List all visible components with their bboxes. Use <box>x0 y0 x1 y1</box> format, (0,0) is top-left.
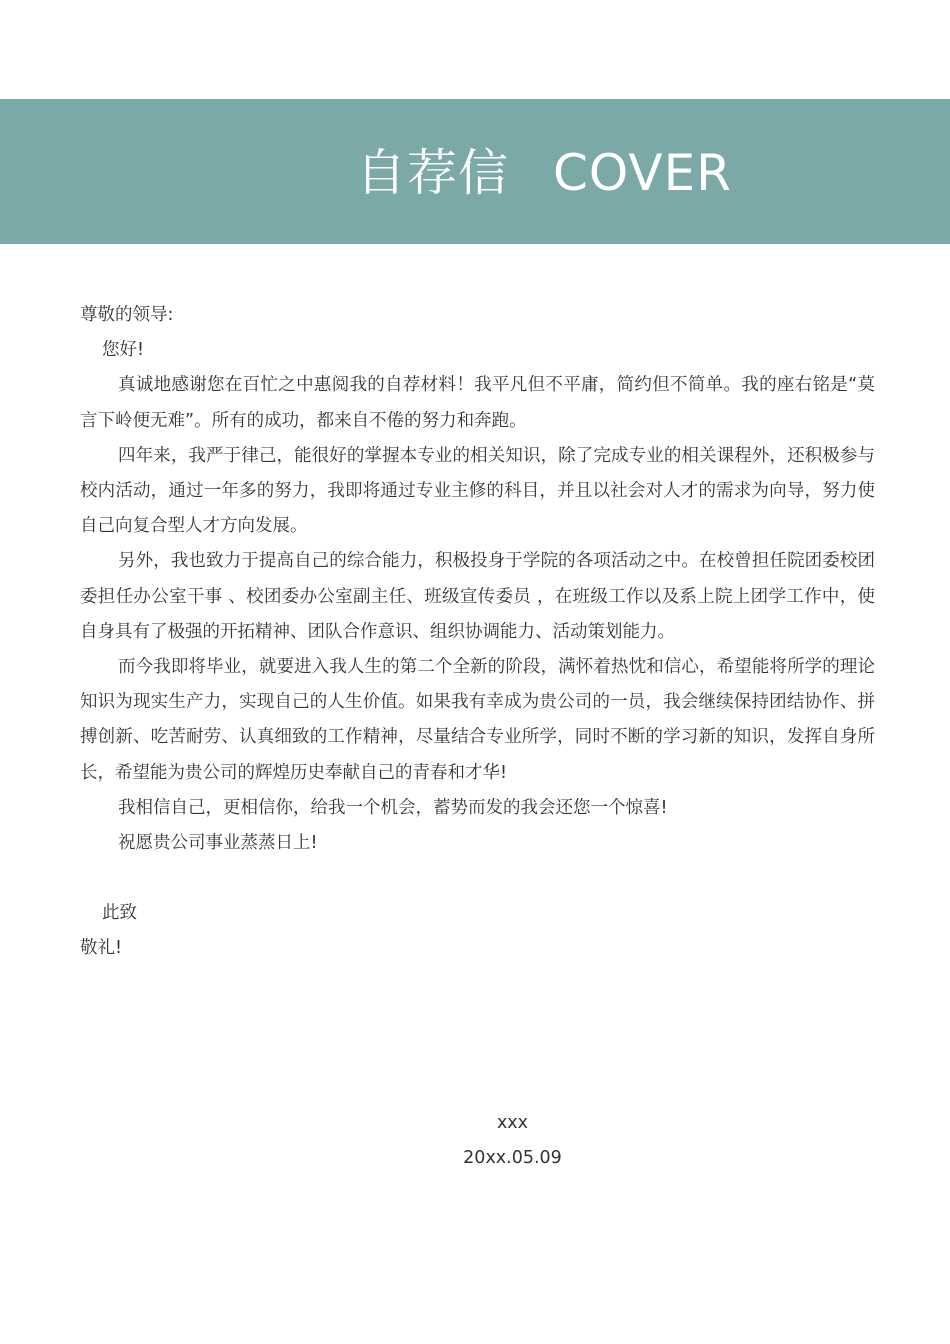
salutation: 尊敬的领导: <box>80 305 174 325</box>
signature-name: xxx <box>496 1113 529 1133</box>
paragraph: 而今我即将毕业，就要进入我人生的第二个全新的阶段，满怀着热忱和信心，希望能将所学的理论知识为现实生产力，实现自己的人生价值。如果我有幸成为贵公司的一员，我会继续保持团结协作、拼搏创新、吃苦耐劳、认真细致的工作精神，尽量结合专业所学，同时不断的学习新的知识，发挥自身所长，希望能为贵公司的辉煌历史奉献自己的青春和才华! <box>80 657 875 783</box>
paragraph: 四年来，我严于律己，能很好的掌握本专业的相关知识，除了完成专业的相关课程外，还积极参与校内活动，通过一年多的努力，我即将通过专业主修的科目，并且以社会对人才的需求为向导，努力使自己向复合型人才方向发展。 <box>80 445 875 537</box>
title-english: COVER <box>553 144 732 202</box>
letter-body <box>80 298 875 967</box>
closing-regards: 敬礼! <box>80 938 123 959</box>
signature-date: 20xx.05.09 <box>463 1148 562 1168</box>
closing-phrase: 此致 <box>102 903 137 924</box>
paragraph: 另外，我也致力于提高自己的综合能力，积极投身于学院的各项活动之中。在校曾担任院团委校团委担任办公室干事 、校团委办公室副主任、班级宣传委员 ，在班级工作以及系上院上团学工作中，使自身具有了极强的开拓精神、团队合作意识、组织协调能力、活动策划能力。 <box>80 551 875 642</box>
spacer <box>80 861 875 896</box>
paragraph: 祝愿贵公司事业蒸蒸日上! <box>118 833 318 854</box>
title-chinese: 自荐信 <box>356 144 509 202</box>
paragraph: 真诚地感谢您在百忙之中惠阅我的自荐材料！我平凡但不平庸，简约但不简单。我的座右铭是“莫言下岭便无难”。所有的成功，都来自不倦的努力和奔跑。 <box>80 375 875 431</box>
page-title <box>356 140 732 206</box>
greeting: 您好! <box>102 340 145 361</box>
paragraph: 我相信自己，更相信你，给我一个机会，蓄势而发的我会还您一个惊喜! <box>118 797 668 818</box>
